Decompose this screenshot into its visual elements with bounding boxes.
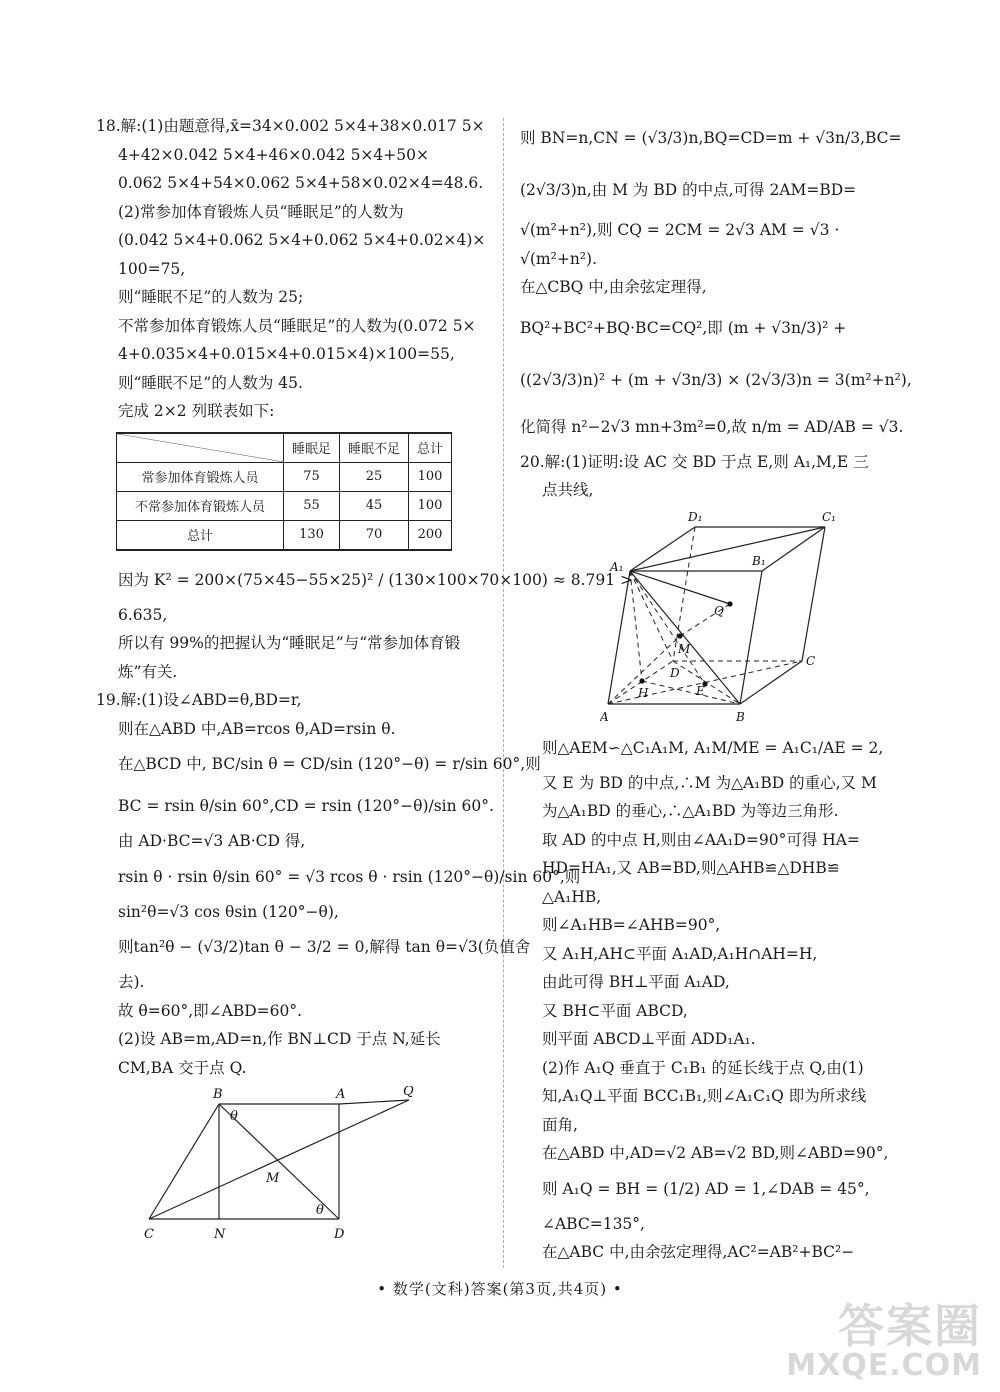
- label-A1: A₁: [610, 559, 624, 574]
- label-C1: C₁: [822, 509, 836, 524]
- column-divider: [503, 118, 504, 1268]
- label-M: M: [266, 1171, 280, 1186]
- text-line: 则在△ABD 中,AB=rcos θ,AD=rsin θ.: [118, 719, 396, 738]
- label-A: A: [600, 709, 609, 724]
- text-line: 18.解:(1)由题意得,x̄=34×0.002 5×4+38×0.017 5×: [96, 117, 485, 135]
- text-line: ∠ABC=135°,: [542, 1214, 645, 1233]
- text-line: sin²θ=√3 cos θsin (120°−θ),: [118, 902, 339, 921]
- table-cell: 75: [284, 462, 340, 491]
- text-line: ((2√3/3)n)² + (m + √3n/3) × (2√3/3)n = 3(m²+n²),: [520, 370, 912, 389]
- table-header-cell: 总计: [409, 433, 452, 463]
- text-line: BC = rsin θ/sin 60°,CD = rsin (120°−θ)/sin 60°.: [118, 797, 494, 815]
- label-M: M: [678, 641, 691, 656]
- label-N: N: [214, 1227, 226, 1242]
- table-corner-cell: [117, 433, 284, 463]
- text-line: 又 E 为 BD 的中点,∴M 为△A₁BD 的重心,又 M: [542, 773, 877, 792]
- contingency-table: [116, 432, 452, 551]
- table-header-row: [117, 433, 452, 463]
- label-B: B: [736, 709, 745, 724]
- text-line: 取 AD 的中点 H,则由∠AA₁D=90°可得 HA=: [542, 830, 860, 849]
- table-cell: 200: [409, 520, 452, 550]
- text-line: HD=HA₁,又 AB=BD,则△AHB≌△DHB≌: [542, 859, 840, 877]
- watermark-top: 答案圈: [838, 1299, 982, 1353]
- table-header-cell: 睡眠足: [284, 433, 340, 463]
- table-cell: 130: [284, 520, 340, 550]
- text-line: 则∠A₁HB=∠AHB=90°,: [542, 916, 721, 934]
- table-cell: 100: [409, 491, 452, 520]
- text-line: 因为 K² = 200×(75×45−55×25)² / (130×100×70×100) ≈ 8.791 >: [118, 570, 634, 589]
- label-D: D: [334, 1227, 345, 1242]
- text-line: 则“睡眠不足”的人数为 45.: [118, 373, 303, 392]
- table-cell: 25: [340, 462, 409, 491]
- text-line: 知,A₁Q⊥平面 BCC₁B₁,则∠A₁C₁Q 即为所求线: [542, 1087, 867, 1105]
- text-line: 面角,: [542, 1115, 578, 1134]
- label-D: D: [670, 665, 680, 680]
- table-cell: 45: [340, 491, 409, 520]
- table-header-cell: 睡眠不足: [340, 433, 409, 463]
- table-row: [117, 520, 452, 550]
- figure-parallelepiped: [600, 509, 840, 727]
- label-A: A: [336, 1087, 346, 1102]
- text-line: 所以有 99%的把握认为“睡眠足”与“常参加体育锻: [118, 634, 461, 652]
- text-line: 又 A₁H,AH⊂平面 A₁AD,A₁H∩AH=H,: [542, 944, 818, 963]
- right-text-block-2: [520, 727, 910, 1267]
- page-footer: • 数学(文科)答案(第3页,共4页) •: [377, 1280, 623, 1298]
- text-line: 又 BH⊂平面 ABCD,: [542, 1001, 688, 1020]
- text-line: 则 BN=n,CN = (√3/3)n,BQ=CD=m + √3n/3,BC=: [520, 129, 902, 147]
- text-line: 为△A₁BD 的垂心,∴△A₁BD 为等边三角形.: [542, 802, 839, 820]
- label-B1: B₁: [752, 553, 766, 568]
- text-line: (2)设 AB=m,AD=n,作 BN⊥CD 于点 N,延长: [118, 1030, 441, 1048]
- watermark-logo: [786, 1299, 982, 1384]
- table-cell: 不常参加体育锻炼人员: [117, 491, 284, 520]
- table-row: [117, 491, 452, 520]
- watermark-bottom: MXQE.COM: [786, 1348, 982, 1384]
- text-line: 则 A₁Q = BH = (1/2) AD = 1,∠DAB = 45°,: [542, 1179, 870, 1198]
- text-line: (2√3/3)n,由 M 为 BD 的中点,可得 2AM=BD=: [520, 181, 857, 199]
- text-line: 去).: [118, 973, 145, 991]
- text-line: (2)作 A₁Q 垂直于 C₁B₁ 的延长线于点 Q,由(1): [542, 1058, 864, 1077]
- figure-lines: [149, 1100, 409, 1219]
- table-cell: 70: [340, 520, 409, 550]
- label-H: H: [638, 685, 649, 700]
- text-line: 完成 2×2 列联表如下:: [118, 402, 275, 420]
- text-line: 4+0.035×4+0.015×4+0.015×4)×100=55,: [118, 345, 455, 363]
- text-line: 故 θ=60°,即∠ABD=60°.: [118, 1001, 303, 1020]
- text-line: (2)常参加体育锻炼人员“睡眠足”的人数为: [118, 202, 404, 221]
- label-Q: Q: [403, 1086, 414, 1099]
- text-line: rsin θ · rsin θ/sin 60° = √3 rcos θ · rsin (120°−θ)/sin 60°,则: [118, 867, 581, 886]
- table-row: [117, 462, 452, 491]
- figure-triangle-rectangle: [144, 1086, 444, 1244]
- text-line: √(m²+n²).: [520, 249, 597, 268]
- text-line: 0.062 5×4+54×0.062 5×4+58×0.02×4=48.6.: [118, 174, 484, 192]
- table-cell: 常参加体育锻炼人员: [117, 462, 284, 491]
- text-line: 点共线,: [542, 481, 594, 499]
- label-B: B: [213, 1087, 223, 1102]
- text-line: 则平面 ABCD⊥平面 ADD₁A₁.: [542, 1030, 756, 1048]
- text-line: 由此可得 BH⊥平面 A₁AD,: [542, 973, 730, 991]
- table-cell: 55: [284, 491, 340, 520]
- text-line: 在△BCD 中, BC/sin θ = CD/sin (120°−θ) = r/sin 60°,则: [118, 755, 541, 773]
- label-theta-B: θ: [230, 1109, 238, 1124]
- right-text-block: [520, 112, 910, 505]
- text-line: 不常参加体育锻炼人员“睡眠足”的人数为(0.072 5×: [118, 316, 476, 335]
- left-text-block: [96, 112, 488, 426]
- text-line: BQ²+BC²+BQ·BC=CQ²,即 (m + √3n/3)² +: [520, 318, 847, 337]
- label-C: C: [806, 653, 816, 668]
- text-line: 由 AD·BC=√3 AB·CD 得,: [118, 832, 306, 850]
- label-D1: D₁: [688, 509, 703, 524]
- label-E: E: [696, 683, 705, 698]
- text-line: 100=75,: [118, 259, 186, 278]
- text-line: 20.解:(1)证明:设 AC 交 BD 于点 E,则 A₁,M,E 三: [520, 452, 869, 471]
- table-cell: 100: [409, 462, 452, 491]
- text-line: △A₁HB,: [542, 887, 602, 906]
- text-line: √(m²+n²),则 CQ = 2CM = 2√3 AM = √3 ·: [520, 221, 840, 239]
- text-line: CM,BA 交于点 Q.: [118, 1058, 247, 1077]
- text-line: 炼”有关.: [118, 662, 178, 681]
- label-theta-D: θ: [316, 1203, 324, 1218]
- text-line: 19.解:(1)设∠ABD=θ,BD=r,: [96, 691, 302, 709]
- label-Q: Q: [714, 603, 724, 618]
- text-line: 4+42×0.042 5×4+46×0.042 5×4+50×: [118, 145, 429, 164]
- text-line: 化简得 n²−2√3 mn+3m²=0,故 n/m = AD/AB = √3.: [520, 417, 904, 436]
- text-line: 在△CBQ 中,由余弦定理得,: [520, 278, 707, 296]
- label-C: C: [144, 1227, 154, 1242]
- text-line: 则tan²θ − (√3/2)tan θ − 3/2 = 0,解得 tan θ=√3(负值舍: [118, 938, 531, 956]
- table-cell: 总计: [117, 520, 284, 550]
- text-line: 则“睡眠不足”的人数为 25;: [118, 288, 304, 306]
- text-line: 在△ABD 中,AD=√2 AB=√2 BD,则∠ABD=90°,: [542, 1144, 889, 1162]
- right-column: [520, 112, 910, 1267]
- text-line: 6.635,: [118, 605, 168, 624]
- text-line: 在△ABC 中,由余弦定理得,AC²=AB²+BC²−: [542, 1243, 855, 1261]
- text-line: 则△AEM∽△C₁A₁M, A₁M/ME = A₁C₁/AE = 2,: [542, 738, 884, 757]
- text-line: (0.042 5×4+0.062 5×4+0.062 5×4+0.02×4)×: [118, 231, 486, 249]
